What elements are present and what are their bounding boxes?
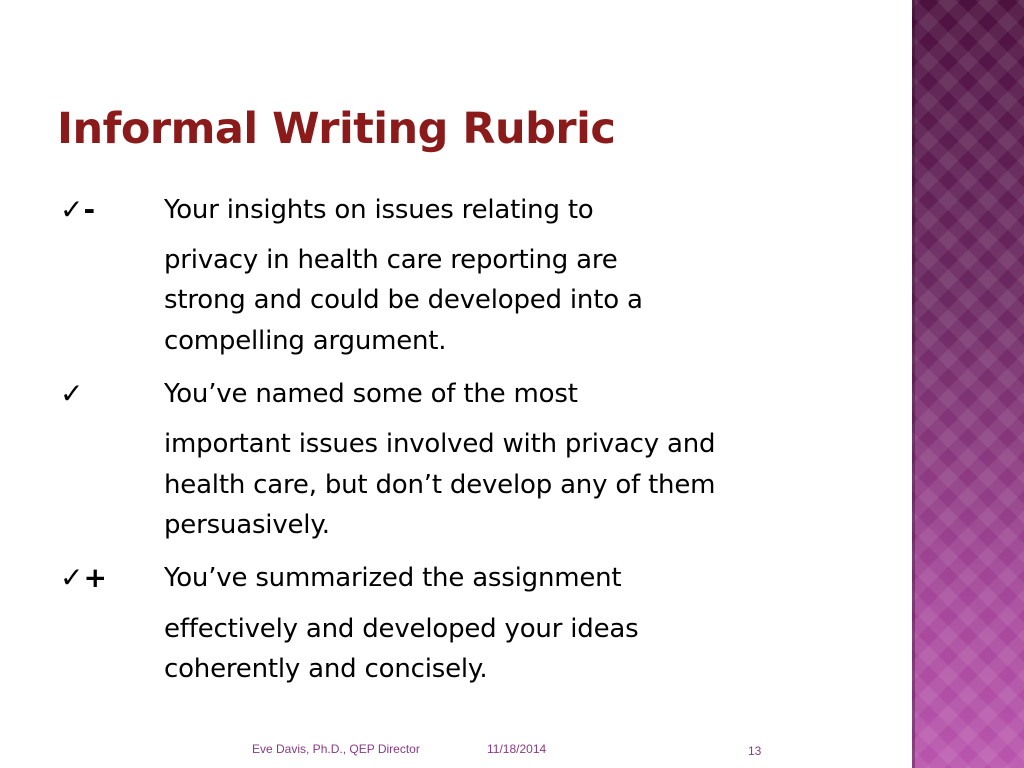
rubric-item-text-line: Your insights on issues relating to bbox=[164, 195, 594, 225]
slide-title: Informal Writing Rubric bbox=[57, 104, 616, 154]
check-icon: ✓ bbox=[60, 377, 84, 410]
decorative-side-band bbox=[912, 0, 1024, 768]
rubric-item-text-line: effectively and developed your ideas bbox=[164, 614, 639, 644]
check-plus-icon: ✓+ bbox=[60, 561, 107, 594]
rubric-item-text-line: You’ve named some of the most bbox=[164, 379, 578, 409]
rubric-item-text-line: persuasively. bbox=[164, 510, 330, 540]
rubric-item-text-line: privacy in health care reporting are bbox=[164, 245, 618, 275]
side-band-edge bbox=[912, 0, 915, 768]
rubric-item-text-line: health care, but don’t develop any of them bbox=[164, 470, 716, 500]
rubric-item-text-line: You’ve summarized the assignment bbox=[164, 563, 622, 593]
rubric-item-text-line: coherently and concisely. bbox=[164, 654, 488, 684]
check-minus-icon: ✓- bbox=[60, 193, 96, 226]
rubric-item-text-line: compelling argument. bbox=[164, 326, 447, 356]
rubric-item-text-line: strong and could be developed into a bbox=[164, 285, 643, 315]
footer-page-number: 13 bbox=[748, 744, 762, 758]
footer-date: 11/18/2014 bbox=[487, 742, 547, 756]
footer-author: Eve Davis, Ph.D., QEP Director bbox=[252, 742, 420, 756]
rubric-item-text-line: important issues involved with privacy and bbox=[164, 429, 716, 459]
